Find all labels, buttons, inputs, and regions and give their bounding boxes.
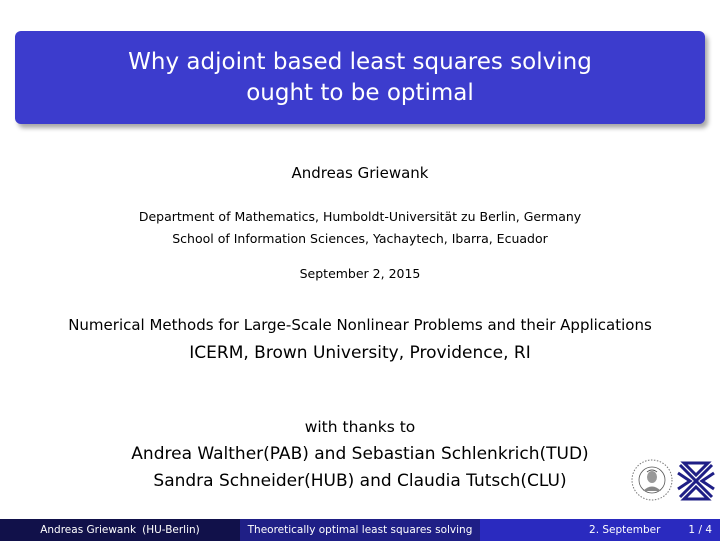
footer-page-number: 1 / 4: [688, 524, 712, 536]
acknowledgement-line-1: Andrea Walther(PAB) and Sebastian Schlenkrich(TUD): [131, 444, 589, 464]
footer-bar: [0, 519, 720, 541]
footer-institute: (HU-Berlin): [142, 524, 200, 536]
footer-date: 2. September: [589, 524, 661, 536]
institute-logo-icon: [676, 459, 716, 503]
title-line-2: ought to be optimal: [246, 79, 474, 106]
footer-short-title: Theoretically optimal least squares solving: [247, 524, 473, 536]
title-line-1: Why adjoint based least squares solving: [128, 48, 592, 75]
thanks-intro: with thanks to: [304, 418, 416, 436]
affiliation-2: School of Information Sciences, Yachaytech, Ibarra, Ecuador: [172, 231, 548, 246]
title-block: [15, 31, 705, 124]
university-seal-icon: [630, 458, 674, 502]
footer-author-section: [0, 519, 240, 541]
footer-title-section: [240, 519, 480, 541]
footer-date-section: [480, 519, 720, 541]
acknowledgement-line-2: Sandra Schneider(HUB) and Claudia Tutsch(CLU): [153, 471, 567, 491]
conference-name: Numerical Methods for Large-Scale Nonlinear Problems and their Applications: [68, 316, 652, 334]
conference-venue: ICERM, Brown University, Providence, RI: [189, 343, 531, 363]
footer-author: Andreas Griewank: [40, 524, 137, 536]
author-name: Andreas Griewank: [291, 164, 429, 182]
affiliation-1: Department of Mathematics, Humboldt-Universität zu Berlin, Germany: [138, 209, 582, 224]
presentation-date: September 2, 2015: [299, 266, 421, 281]
